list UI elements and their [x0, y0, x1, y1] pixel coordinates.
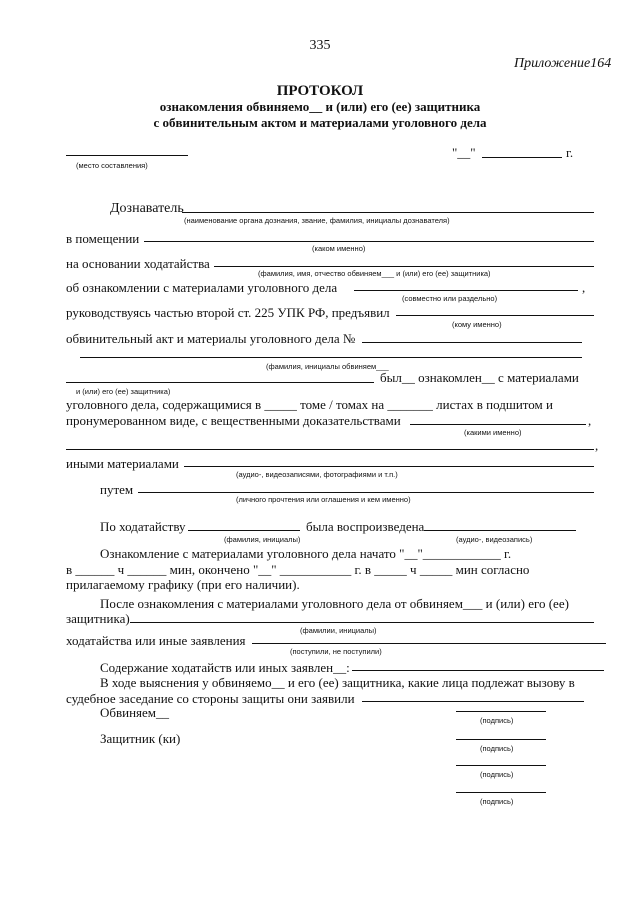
media-hint: (аудио-, видеозаписями, фотографиями и т.п.): [236, 470, 398, 479]
jointly-hint: (совместно или раздельно): [402, 294, 498, 303]
date-year: г.: [566, 145, 574, 160]
evidence-continuation-comma: ,: [595, 438, 599, 453]
evidence-comma: ,: [588, 413, 592, 428]
acquaint-comma: ,: [582, 280, 586, 295]
defender-signature-hint-1: (подпись): [480, 744, 514, 753]
evidence-paragraph: пронумерованном виде, с вещественными доказательствами: [66, 413, 401, 428]
defender-signature-hint-3: (подпись): [480, 797, 514, 806]
was-played-label: была воспроизведена: [306, 519, 425, 534]
acquaint-field[interactable]: [354, 290, 578, 291]
investigator-hint: (наименование органа дознания, звание, фамилия, инициалы дознавателя): [184, 216, 450, 225]
defender-label: защитника): [66, 611, 130, 626]
audio-hint: (аудио-, видеозапись): [456, 535, 533, 544]
accused-signature-hint: (подпись): [480, 716, 514, 725]
accused-signature-field[interactable]: [456, 711, 546, 712]
place-field[interactable]: [66, 155, 188, 156]
defender-signature-field-1[interactable]: [456, 739, 546, 740]
content-label: Содержание ходатайств или иных заявлен__:: [100, 660, 350, 675]
motions-label: ходатайства или иные заявления: [66, 633, 246, 648]
content-field[interactable]: [352, 670, 604, 671]
date-day: "__": [452, 145, 476, 160]
clarify-text-1: В ходе выяснения у обвиняемо__ и его (ее) защитника, какие лица подлежат вызову в: [100, 675, 575, 690]
defender-field[interactable]: [66, 382, 374, 383]
date-field[interactable]: [482, 157, 562, 158]
acquaintance-end: в ______ ч ______ мин, окончено "__" ___________ г. в _____ ч _____ мин согласно: [66, 562, 530, 577]
recording-field[interactable]: [424, 530, 576, 531]
case-number-field[interactable]: [362, 342, 582, 343]
acquaint-label: об ознакомлении с материалами уголовного дела: [66, 280, 338, 295]
schedule-text: прилагаемому графику (при его наличии).: [66, 577, 300, 592]
investigator-field[interactable]: [182, 212, 594, 213]
by-way-label: путем: [100, 482, 134, 497]
after-acquaintance-text: После ознакомления с материалами уголовного дела от обвиняем___ и (или) его (ее): [100, 596, 569, 611]
petition-hint: (фамилия, имя, отчество обвиняем___ и (или) его (ее) защитника): [258, 269, 491, 278]
room-field[interactable]: [144, 241, 594, 242]
received-hint: (поступили, не поступили): [290, 647, 382, 656]
place-hint: (место составления): [76, 161, 148, 170]
petitioner-field[interactable]: [188, 530, 300, 531]
other-materials-field[interactable]: [184, 466, 594, 467]
evidence-field[interactable]: [410, 424, 586, 425]
petition-basis-label: на основании ходатайства: [66, 256, 210, 271]
document-subtitle-2: с обвинительным актом и материалами уголовного дела: [153, 115, 487, 130]
which-hint: (какими именно): [464, 428, 522, 437]
appendix-label: Приложение164: [514, 56, 612, 71]
names-hint: (фамилии, инициалы): [300, 626, 377, 635]
other-materials-label: иными материалами: [66, 456, 179, 471]
evidence-continuation-field[interactable]: [66, 449, 594, 450]
room-hint: (каком именно): [312, 244, 366, 253]
defender-signature-field-3[interactable]: [456, 792, 546, 793]
petition-basis-field[interactable]: [214, 266, 594, 267]
accused-field[interactable]: [80, 357, 582, 358]
motions-field[interactable]: [252, 643, 606, 644]
act-materials-label: обвинительный акт и материалы уголовного дела №: [66, 331, 356, 346]
accused-hint: (фамилия, инициалы обвиняем___: [266, 362, 389, 371]
defender-names-field[interactable]: [130, 622, 594, 623]
acquaintance-start: Ознакомление с материалами уголовного дела начато "__"____________ г.: [100, 546, 512, 561]
defender-hint: и (или) его (ее) защитника): [76, 387, 171, 396]
clarify-text-2: судебное заседание со стороны защиты они заявили: [66, 691, 355, 706]
accused-signature-label: Обвиняем__: [100, 705, 170, 720]
was-acquainted-label: был__ ознакомлен__ с материалами: [380, 370, 579, 385]
defender-signature-label: Защитник (ки): [100, 731, 181, 746]
by-petition-label: По ходатайству: [100, 519, 186, 534]
volumes-paragraph: уголовного дела, содержащимися в _____ томе / томах на _______ листах в подшитом и: [66, 397, 553, 412]
room-label: в помещении: [66, 231, 140, 246]
to-whom-hint: (кому именно): [452, 320, 502, 329]
document-subtitle-1: ознакомления обвиняемо__ и (или) его (ее) защитника: [159, 99, 481, 114]
reading-hint: (личного прочтения или оглашения и кем именно): [236, 495, 411, 504]
defender-signature-hint-2: (подпись): [480, 770, 514, 779]
name-hint: (фамилия, инициалы): [224, 535, 301, 544]
by-way-field[interactable]: [138, 492, 594, 493]
defense-witnesses-field[interactable]: [362, 701, 584, 702]
investigator-label: Дознаватель: [110, 201, 184, 216]
page-number: 335: [309, 38, 331, 53]
document-title: ПРОТОКОЛ: [276, 83, 364, 99]
to-whom-field[interactable]: [396, 315, 594, 316]
guided-label: руководствуясь частью второй ст. 225 УПК РФ, предъявил: [66, 305, 390, 320]
defender-signature-field-2[interactable]: [456, 765, 546, 766]
